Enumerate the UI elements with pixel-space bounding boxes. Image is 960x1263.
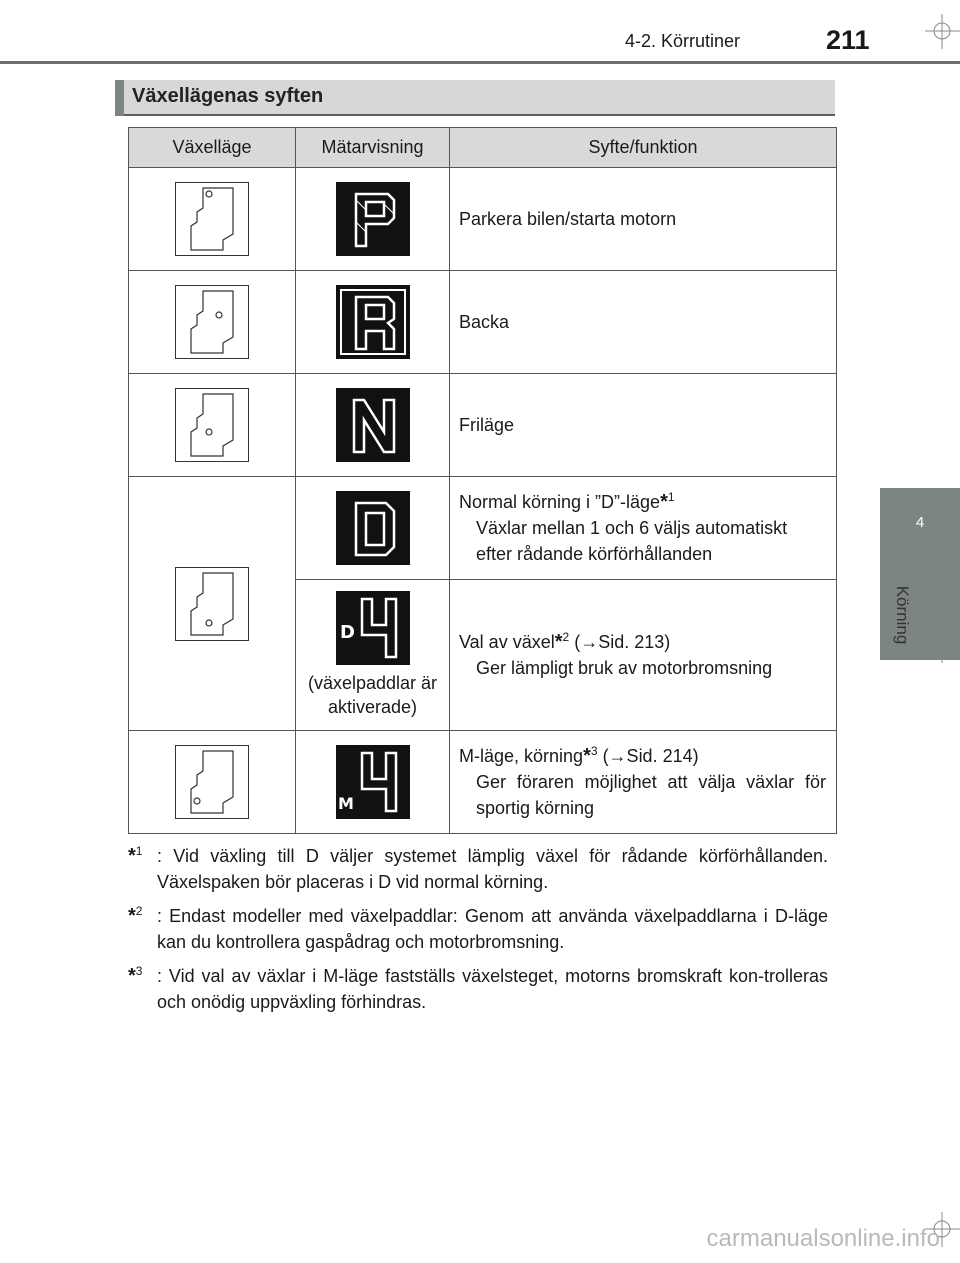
display-caption: (växelpaddlar är aktiverade) bbox=[307, 673, 438, 717]
purpose-title: Val av växel bbox=[459, 632, 555, 652]
footnote-ref: 1 bbox=[667, 490, 675, 504]
table-row bbox=[129, 271, 837, 374]
footnote-star: * bbox=[128, 965, 136, 987]
display-cell bbox=[296, 271, 450, 374]
header-gear-position: Växelläge bbox=[129, 128, 296, 168]
meter-display-d-icon bbox=[336, 491, 410, 565]
purpose-cell: Backa bbox=[450, 271, 837, 374]
table-row bbox=[129, 731, 837, 834]
section-accent bbox=[115, 80, 124, 116]
page-number: 211 bbox=[826, 25, 870, 55]
purpose-description: Ger föraren möjlighet att välja växlar för sportig körning bbox=[476, 772, 826, 818]
shift-gate-d-icon bbox=[175, 567, 249, 641]
display-cell bbox=[296, 731, 450, 834]
meter-display-d4-icon bbox=[336, 591, 410, 665]
footnote-text: : Vid växling till D väljer systemet lämplig växel för rådande körförhållanden. Växelspaken bör placeras i D vid normal körning. bbox=[157, 846, 828, 892]
footnote-ref: 2 bbox=[562, 630, 570, 644]
purpose-cell: Parkera bilen/starta motorn bbox=[450, 168, 837, 271]
gear-position-table bbox=[128, 127, 837, 834]
header-divider bbox=[0, 61, 960, 64]
display-cell bbox=[296, 168, 450, 271]
table-row bbox=[129, 168, 837, 271]
footnote-star: * bbox=[660, 491, 668, 513]
purpose-cell bbox=[450, 580, 837, 731]
gate-cell bbox=[129, 271, 296, 374]
footnote-ref: 3 bbox=[590, 744, 598, 758]
purpose-title: M-läge, körning bbox=[459, 746, 584, 766]
purpose-cell bbox=[450, 477, 837, 580]
purpose-cell: Friläge bbox=[450, 374, 837, 477]
section-title: Växellägenas syften bbox=[132, 85, 324, 107]
footnote-number: 3 bbox=[135, 964, 143, 978]
table-header-row bbox=[129, 128, 837, 168]
shift-gate-p-icon bbox=[175, 182, 249, 256]
footnote-number: 2 bbox=[135, 904, 143, 918]
table-row bbox=[129, 374, 837, 477]
gate-cell bbox=[129, 168, 296, 271]
meter-display-p-icon bbox=[336, 182, 410, 256]
footnote-text: : Vid val av växlar i M-läge fastställs växelsteget, motorns bromskraft kon-trolleras och onödig uppväxling förhindras. bbox=[157, 966, 828, 1012]
meter-display-r-icon bbox=[336, 285, 410, 359]
registration-mark-top-right bbox=[925, 14, 960, 49]
section-heading-bar bbox=[115, 80, 835, 116]
footnote-star: * bbox=[554, 631, 563, 653]
display-cell bbox=[296, 580, 450, 731]
page-reference: (→Sid. 214) bbox=[602, 746, 699, 766]
shift-gate-r-icon bbox=[175, 285, 249, 359]
header-purpose: Syfte/funktion bbox=[450, 128, 837, 168]
table-row bbox=[129, 477, 837, 580]
purpose-description: Växlar mellan 1 och 6 väljs automatiskt efter rådande körförhållanden bbox=[476, 518, 788, 564]
display-gear-letter: M bbox=[337, 794, 354, 813]
shift-gate-n-icon bbox=[175, 388, 249, 462]
meter-display-m4-icon bbox=[336, 745, 410, 819]
footnote-star: * bbox=[583, 745, 591, 767]
gate-cell bbox=[129, 477, 296, 731]
display-gear-letter: D bbox=[339, 622, 355, 643]
footnote bbox=[128, 903, 828, 955]
footnotes bbox=[128, 843, 828, 1023]
header-meter-display: Mätarvisning bbox=[296, 128, 450, 168]
gate-cell bbox=[129, 731, 296, 834]
footnote bbox=[128, 963, 828, 1015]
display-cell bbox=[296, 477, 450, 580]
purpose-title: Normal körning i ”D”-läge bbox=[459, 492, 661, 512]
footnote-number: 1 bbox=[135, 844, 143, 858]
footnote-text: : Endast modeller med växelpaddlar: Genom att använda växelpaddlarna i D-läge kan du kontrollera gaspådrag och motorbromsning. bbox=[157, 906, 828, 952]
gate-cell bbox=[129, 374, 296, 477]
header-section-title: 4-2. Körrutiner bbox=[625, 31, 741, 51]
shift-gate-m-icon bbox=[175, 745, 249, 819]
purpose-description: Ger lämpligt bruk av motorbromsning bbox=[476, 658, 773, 678]
chapter-label: Körning bbox=[893, 585, 912, 645]
footnote-star: * bbox=[128, 845, 136, 867]
purpose-cell bbox=[450, 731, 837, 834]
display-cell bbox=[296, 374, 450, 477]
page-reference: (→Sid. 213) bbox=[574, 632, 671, 652]
watermark: carmanualsonline.info bbox=[706, 1225, 940, 1252]
meter-display-n-icon bbox=[336, 388, 410, 462]
footnote-star: * bbox=[128, 905, 136, 927]
footnote bbox=[128, 843, 828, 895]
chapter-number: 4 bbox=[915, 514, 925, 531]
